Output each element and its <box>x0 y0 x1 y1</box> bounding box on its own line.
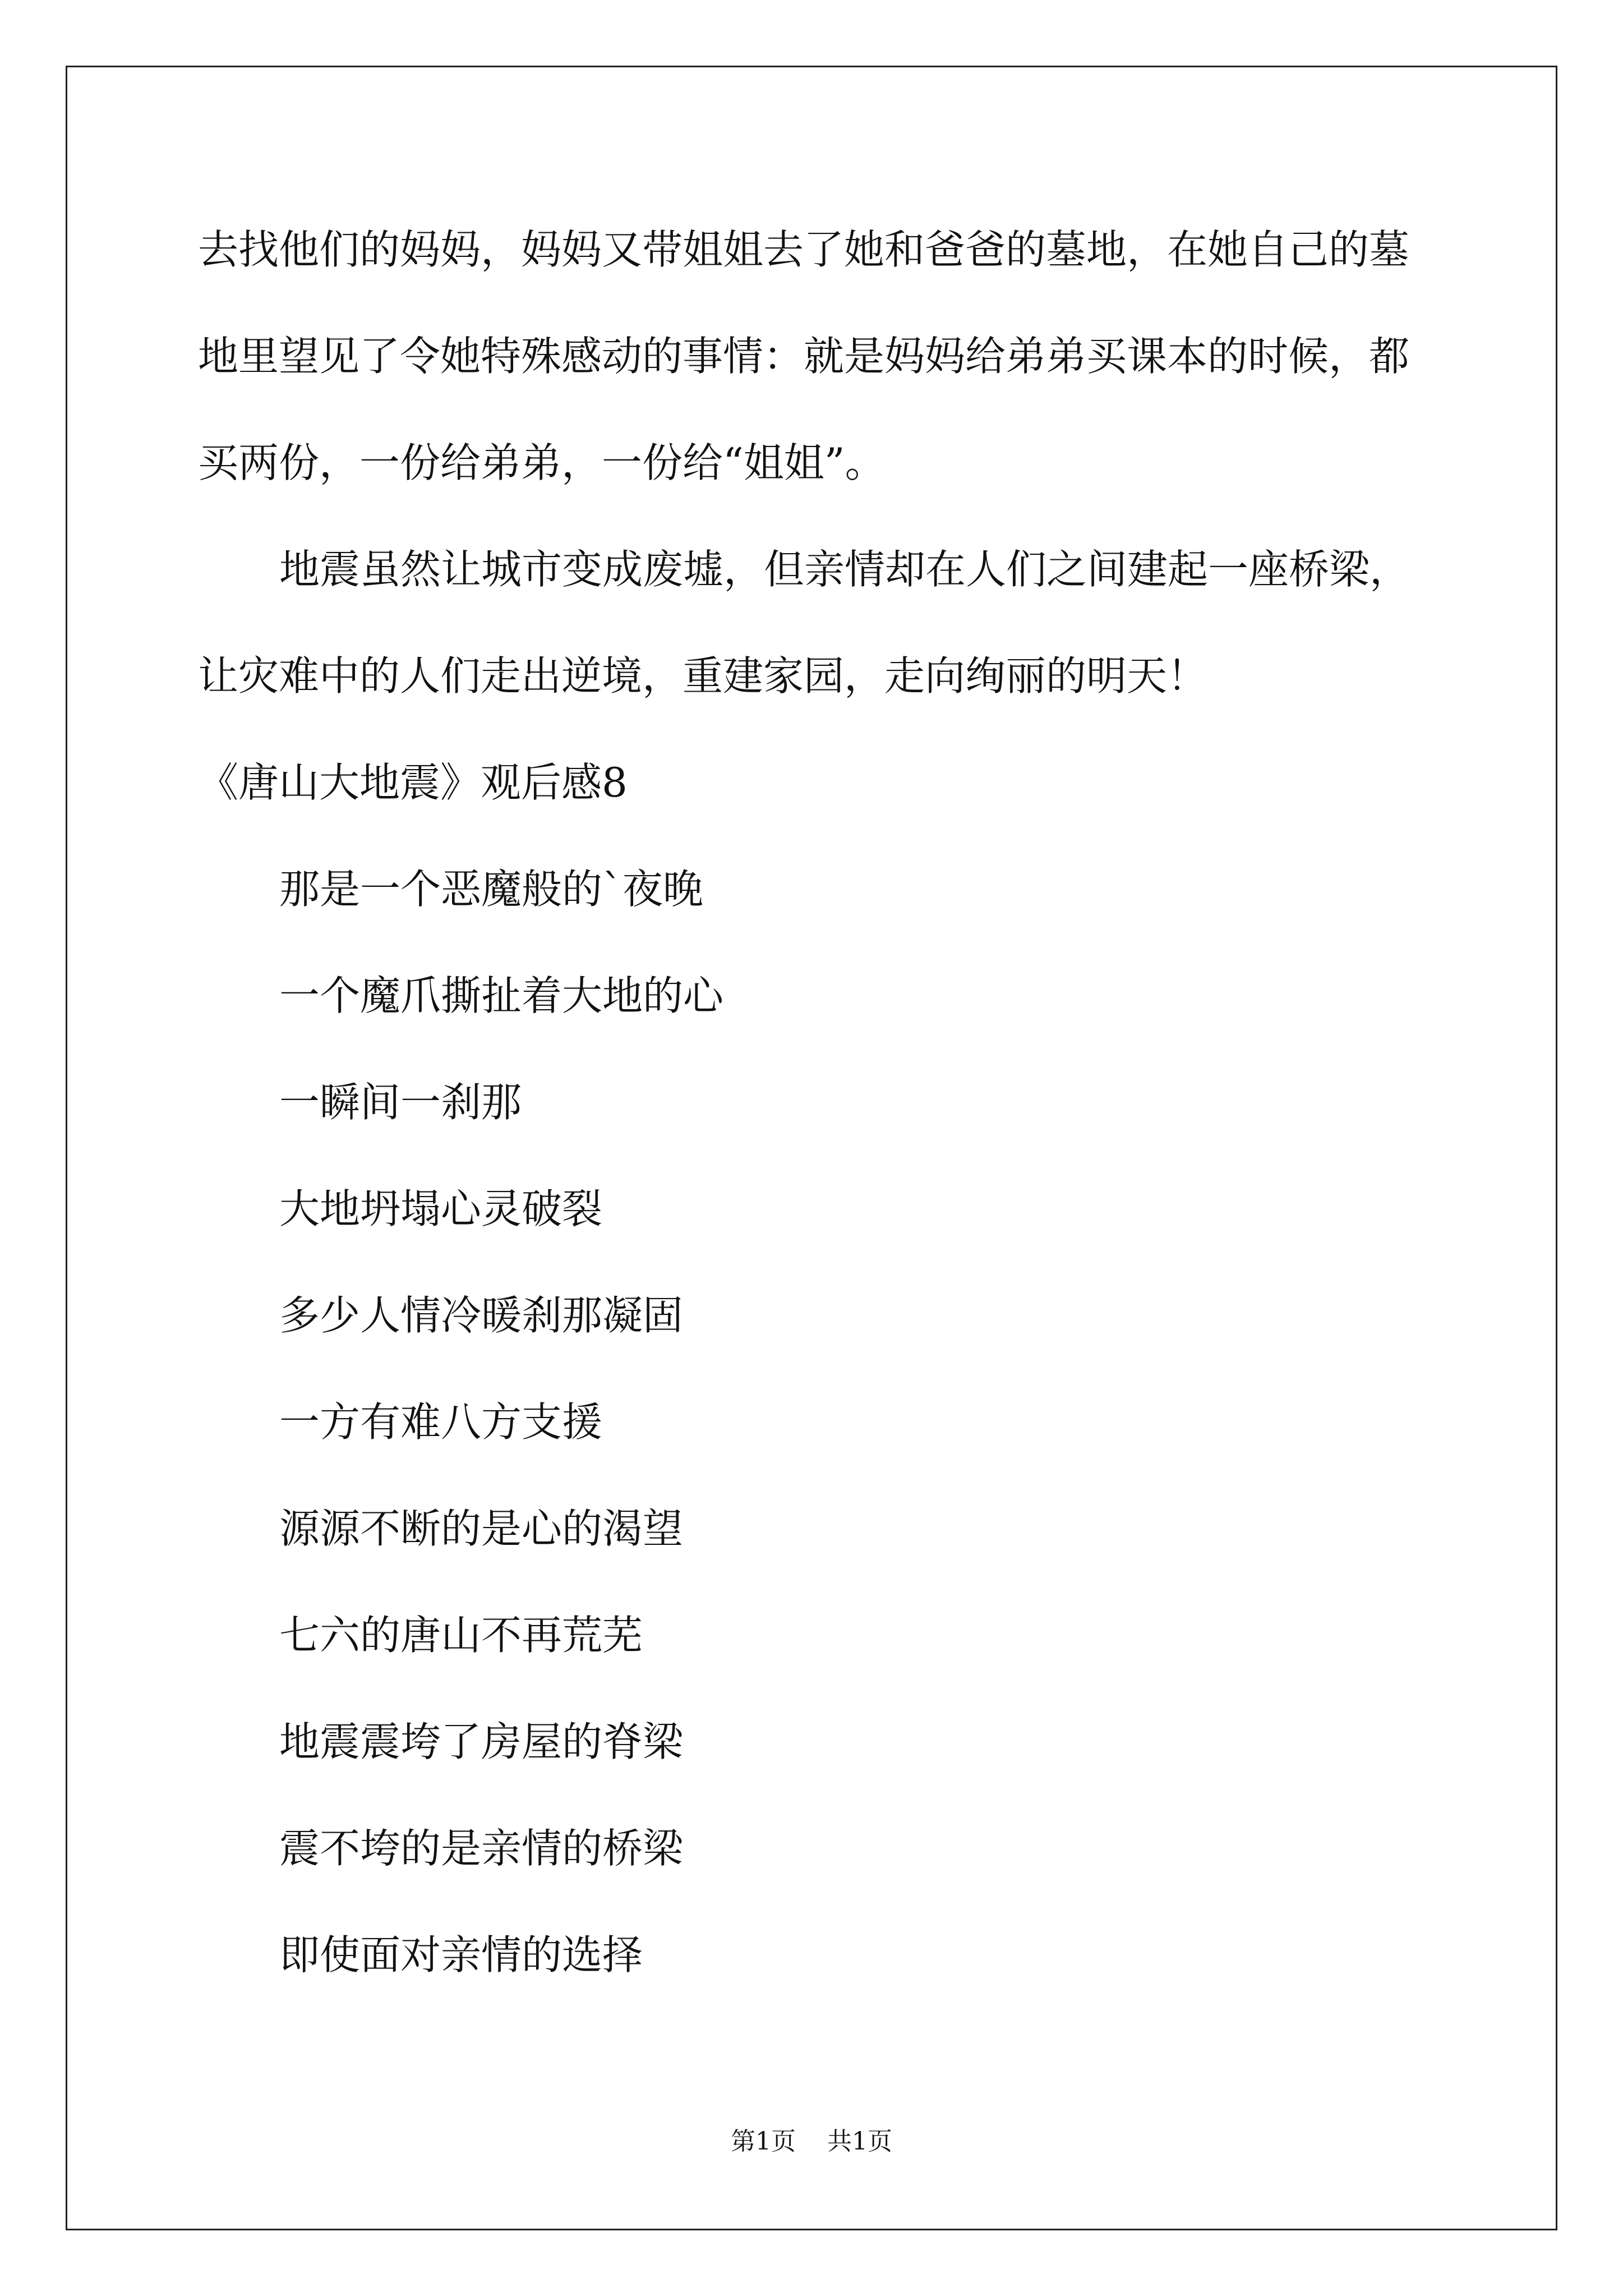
poem-line: 那是一个恶魔般的`夜晚 <box>279 866 704 913</box>
poem-line: 一瞬间一刹那 <box>279 1079 522 1126</box>
page-footer <box>0 2126 1623 2157</box>
poem-line: 源源不断的是心的渴望 <box>279 1505 684 1552</box>
page-number-current: 第1页 <box>731 2127 796 2156</box>
poem-line: 即使面对亲情的选择 <box>279 1931 643 1978</box>
poem-line: 一方有难八方支援 <box>279 1398 603 1446</box>
poem-line: 地震震垮了房屋的脊梁 <box>279 1718 684 1765</box>
poem-line: 多少人情冷暖刹那凝固 <box>279 1292 684 1339</box>
paragraph-line: 地震虽然让城市变成废墟，但亲情却在人们之间建起一座桥梁， <box>279 546 1410 593</box>
paragraph-line: 让灾难中的人们走出逆境，重建家园，走向绚丽的明天！ <box>198 652 1208 700</box>
paragraph-line: 去找他们的妈妈，妈妈又带姐姐去了她和爸爸的墓地，在她自己的墓 <box>198 226 1410 273</box>
section-heading: 《唐山大地震》观后感8 <box>198 759 628 806</box>
paragraph-line: 地里望见了令她特殊感动的事情：就是妈妈给弟弟买课本的时候，都 <box>198 333 1410 380</box>
poem-line: 大地坍塌心灵破裂 <box>279 1185 603 1232</box>
paragraph-line: 买两份，一份给弟弟，一份给“姐姐”。 <box>198 439 886 486</box>
page-number-total: 共1页 <box>827 2127 892 2156</box>
page-border <box>66 66 1557 2230</box>
poem-line: 七六的唐山不再荒芜 <box>279 1612 643 1659</box>
poem-line: 震不垮的是亲情的桥梁 <box>279 1825 684 1872</box>
poem-line: 一个魔爪撕扯着大地的心 <box>279 972 724 1019</box>
